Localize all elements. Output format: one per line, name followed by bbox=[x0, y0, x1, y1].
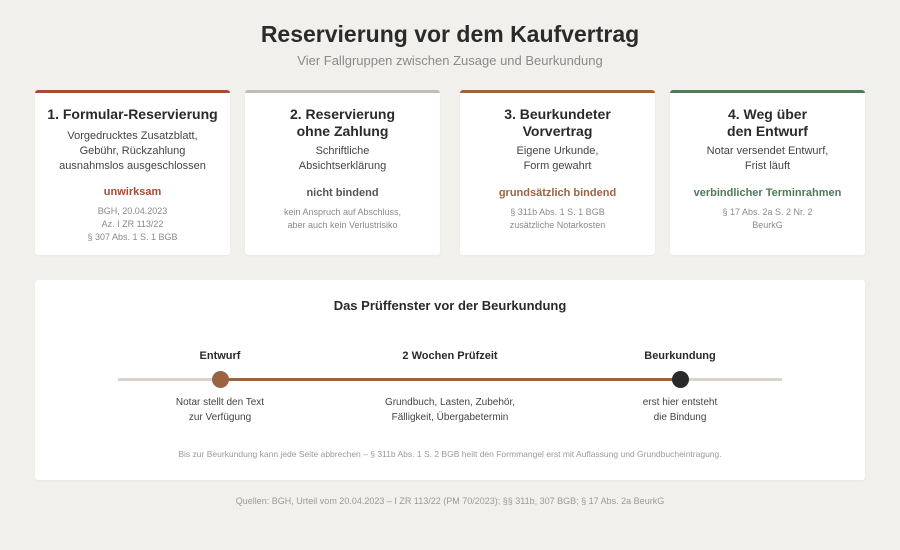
card-reference: § 311b Abs. 1 S. 1 BGB zusätzliche Notarkosten bbox=[509, 207, 606, 230]
card-accent-bar bbox=[460, 90, 655, 93]
card-status: grundsätzlich bindend bbox=[498, 187, 617, 199]
timeline-step-description-beurkundung: erst hier entsteht die Bindung bbox=[642, 397, 718, 423]
card-title: 3. Beurkundeter Vorvertrag bbox=[504, 106, 611, 139]
timeline-step-description-entwurf: Notar stellt den Text zur Verfügung bbox=[175, 397, 265, 423]
timeline-track-active bbox=[220, 378, 680, 381]
card-description: Vorgedrucktes Zusatzblatt, Gebühr, Rückzahlung ausnahmslos ausgeschlossen bbox=[59, 130, 206, 172]
case-card-beurkundeter-vorvertrag bbox=[460, 90, 655, 255]
card-reference: kein Anspruch auf Abschluss, aber auch kein Verlustrisiko bbox=[283, 207, 402, 230]
page-title: Reservierung vor dem Kaufvertrag bbox=[260, 21, 640, 47]
timeline-marker-entwurf bbox=[212, 371, 229, 388]
card-description: Notar versendet Entwurf, Frist läuft bbox=[706, 145, 829, 172]
card-status: verbindlicher Terminrahmen bbox=[693, 187, 842, 199]
case-card-formular-reservierung bbox=[35, 90, 230, 255]
case-card-ohne-zahlung bbox=[245, 90, 440, 255]
card-description: Schriftliche Absichtserklärung bbox=[298, 145, 387, 172]
timeline-footnote: Bis zur Beurkundung kann jede Seite abbrechen – § 311b Abs. 1 S. 2 BGB heilt den Formmangel erst mit Auflassung und Grundbucheintragung. bbox=[178, 449, 722, 459]
card-accent-bar bbox=[35, 90, 230, 93]
timeline-step-label-beurkundung: Beurkundung bbox=[644, 350, 716, 362]
timeline-marker-beurkundung bbox=[672, 371, 689, 388]
card-reference: BGH, 20.04.2023 Az. I ZR 113/22 § 307 Abs. 1 S. 1 BGB bbox=[87, 206, 178, 242]
timeline-panel bbox=[35, 280, 865, 480]
card-accent-bar bbox=[670, 90, 865, 93]
card-status: unwirksam bbox=[103, 186, 162, 198]
timeline-step-description-pruefzeit: Grundbuch, Lasten, Zubehör, Fälligkeit, Übergabetermin bbox=[384, 397, 516, 423]
sources-note: Quellen: BGH, Urteil vom 20.04.2023 – I ZR 113/22 (PM 70/2023); §§ 311b, 307 BGB; § 17 Abs. 2a BeurkG bbox=[235, 496, 665, 506]
case-card-weg-ueber-entwurf bbox=[670, 90, 865, 255]
page-subtitle: Vier Fallgruppen zwischen Zusage und Beurkundung bbox=[297, 53, 603, 68]
card-title: 4. Weg über den Entwurf bbox=[727, 106, 808, 139]
card-title: 1. Formular-Reservierung bbox=[47, 106, 218, 122]
card-reference: § 17 Abs. 2a S. 2 Nr. 2 BeurkG bbox=[722, 207, 813, 230]
card-description: Eigene Urkunde, Form gewahrt bbox=[516, 145, 599, 172]
timeline-step-label-pruefzeit: 2 Wochen Prüfzeit bbox=[402, 350, 498, 362]
card-status: nicht bindend bbox=[306, 187, 379, 199]
card-title: 2. Reservierung ohne Zahlung bbox=[289, 106, 396, 139]
card-accent-bar bbox=[245, 90, 440, 93]
timeline-step-label-entwurf: Entwurf bbox=[199, 350, 241, 362]
timeline-title: Das Prüffenster vor der Beurkundung bbox=[333, 298, 567, 313]
